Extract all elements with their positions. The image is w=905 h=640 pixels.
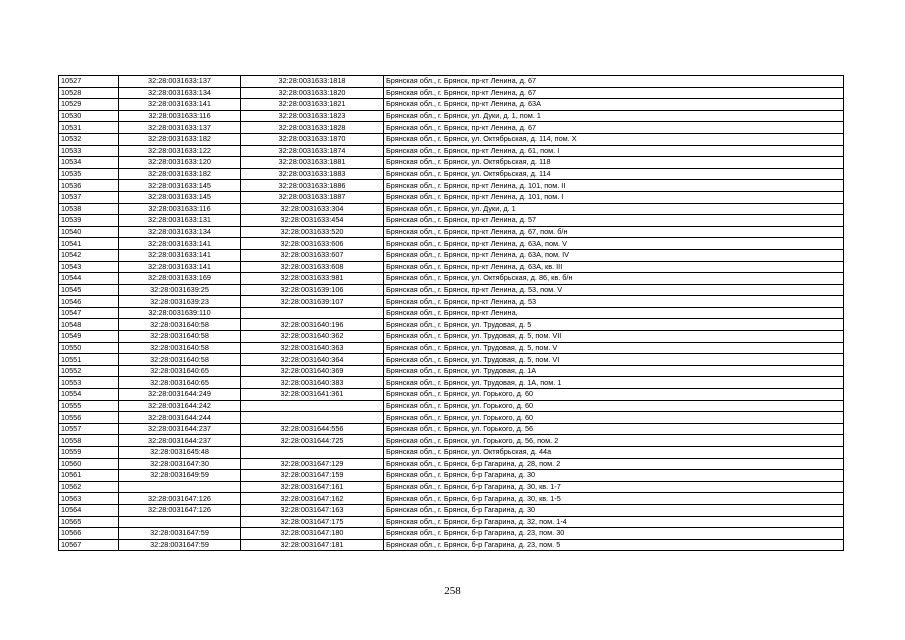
table-row xyxy=(59,447,844,459)
parcel-cadastral-cell: 32:28:0031640:65 xyxy=(119,365,241,377)
address-cell: Брянская обл., г. Брянск, ул. Горького, д. 60 xyxy=(384,389,844,401)
row-number-cell: 10532 xyxy=(59,133,119,145)
address-cell: Брянская обл., г. Брянск, б-р Гагарина, д. 28, пом. 2 xyxy=(384,458,844,470)
table-row xyxy=(59,458,844,470)
address-cell: Брянская обл., г. Брянск, пр-кт Ленина, д. 101, пом. I xyxy=(384,191,844,203)
parcel-cadastral-cell: 32:28:0031649:59 xyxy=(119,470,241,482)
object-cadastral-cell: 32:28:0031647:163 xyxy=(241,504,384,516)
object-cadastral-cell: 32:28:0031644:725 xyxy=(241,435,384,447)
parcel-cadastral-cell: 32:28:0031645:48 xyxy=(119,447,241,459)
row-number-cell: 10545 xyxy=(59,284,119,296)
parcel-cadastral-cell: 32:28:0031633:141 xyxy=(119,238,241,250)
row-number-cell: 10557 xyxy=(59,423,119,435)
address-cell: Брянская обл., г. Брянск, ул. Октябрьская, д. 114 xyxy=(384,168,844,180)
object-cadastral-cell xyxy=(241,400,384,412)
object-cadastral-cell: 32:28:0031633:1874 xyxy=(241,145,384,157)
row-number-cell: 10547 xyxy=(59,307,119,319)
address-cell: Брянская обл., г. Брянск, ул. Горького, д. 60 xyxy=(384,412,844,424)
parcel-cadastral-cell: 32:28:0031647:59 xyxy=(119,528,241,540)
table-row xyxy=(59,307,844,319)
object-cadastral-cell: 32:28:0031647:175 xyxy=(241,516,384,528)
parcel-cadastral-cell: 32:28:0031633:182 xyxy=(119,133,241,145)
address-cell: Брянская обл., г. Брянск, б-р Гагарина, д. 32, пом. 1-4 xyxy=(384,516,844,528)
address-cell: Брянская обл., г. Брянск, ул. Дуки, д. 1 xyxy=(384,203,844,215)
parcel-cadastral-cell: 32:28:0031639:23 xyxy=(119,296,241,308)
row-number-cell: 10559 xyxy=(59,447,119,459)
table-row xyxy=(59,87,844,99)
object-cadastral-cell: 32:28:0031639:106 xyxy=(241,284,384,296)
object-cadastral-cell: 32:28:0031647:129 xyxy=(241,458,384,470)
parcel-cadastral-cell: 32:28:0031633:134 xyxy=(119,87,241,99)
table-row xyxy=(59,226,844,238)
address-cell: Брянская обл., г. Брянск, пр-кт Ленина, д. 67 xyxy=(384,122,844,134)
address-cell: Брянская обл., г. Брянск, ул. Горького, д. 56 xyxy=(384,423,844,435)
address-cell: Брянская обл., г. Брянск, пр-кт Ленина, д. 63А, пом. IV xyxy=(384,249,844,261)
object-cadastral-cell xyxy=(241,307,384,319)
object-cadastral-cell: 32:28:0031633:1823 xyxy=(241,110,384,122)
object-cadastral-cell: 32:28:0031633:1887 xyxy=(241,191,384,203)
table-row xyxy=(59,539,844,551)
object-cadastral-cell: 32:28:0031647:181 xyxy=(241,539,384,551)
parcel-cadastral-cell: 32:28:0031647:126 xyxy=(119,504,241,516)
address-cell: Брянская обл., г. Брянск, пр-кт Ленина, д. 53 xyxy=(384,296,844,308)
address-cell: Брянская обл., г. Брянск, б-р Гагарина, д. 30 xyxy=(384,504,844,516)
address-cell: Брянская обл., г. Брянск, пр-кт Ленина, д. 53, пом. V xyxy=(384,284,844,296)
table-row xyxy=(59,122,844,134)
parcel-cadastral-cell: 32:28:0031633:145 xyxy=(119,191,241,203)
address-cell: Брянская обл., г. Брянск, пр-кт Ленина, д. 101, пом. II xyxy=(384,180,844,192)
parcel-cadastral-cell: 32:28:0031640:58 xyxy=(119,319,241,331)
address-cell: Брянская обл., г. Брянск, ул. Трудовая, д. 1А, пом. 1 xyxy=(384,377,844,389)
row-number-cell: 10560 xyxy=(59,458,119,470)
object-cadastral-cell: 32:28:0031633:1881 xyxy=(241,157,384,169)
table-row xyxy=(59,238,844,250)
address-cell: Брянская обл., г. Брянск, ул. Дуки, д. 1, пом. 1 xyxy=(384,110,844,122)
table-row xyxy=(59,389,844,401)
object-cadastral-cell: 32:28:0031633:520 xyxy=(241,226,384,238)
address-cell: Брянская обл., г. Брянск, пр-кт Ленина, д. 63А, пом. V xyxy=(384,238,844,250)
object-cadastral-cell: 32:28:0031644:556 xyxy=(241,423,384,435)
table-row xyxy=(59,377,844,389)
parcel-cadastral-cell: 32:28:0031633:131 xyxy=(119,215,241,227)
parcel-cadastral-cell: 32:28:0031633:141 xyxy=(119,249,241,261)
row-number-cell: 10535 xyxy=(59,168,119,180)
object-cadastral-cell: 32:28:0031633:1821 xyxy=(241,99,384,111)
object-cadastral-cell xyxy=(241,412,384,424)
address-cell: Брянская обл., г. Брянск, ул. Октябрьская, д. 118 xyxy=(384,157,844,169)
address-cell: Брянская обл., г. Брянск, пр-кт Ленина, д. 63А xyxy=(384,99,844,111)
object-cadastral-cell: 32:28:0031641:361 xyxy=(241,389,384,401)
table-row xyxy=(59,284,844,296)
address-cell: Брянская обл., г. Брянск, б-р Гагарина, д. 23, пом. 30 xyxy=(384,528,844,540)
table-row xyxy=(59,145,844,157)
parcel-cadastral-cell: 32:28:0031644:237 xyxy=(119,423,241,435)
row-number-cell: 10554 xyxy=(59,389,119,401)
object-cadastral-cell: 32:28:0031633:1870 xyxy=(241,133,384,145)
object-cadastral-cell: 32:28:0031647:162 xyxy=(241,493,384,505)
row-number-cell: 10529 xyxy=(59,99,119,111)
parcel-cadastral-cell: 32:28:0031640:58 xyxy=(119,331,241,343)
address-cell: Брянская обл., г. Брянск, пр-кт Ленина, д. 63А, кв. III xyxy=(384,261,844,273)
object-cadastral-cell: 32:28:0031633:607 xyxy=(241,249,384,261)
parcel-cadastral-cell: 32:28:0031633:141 xyxy=(119,99,241,111)
address-cell: Брянская обл., г. Брянск, пр-кт Ленина, д. 67 xyxy=(384,87,844,99)
object-cadastral-cell xyxy=(241,447,384,459)
table-row xyxy=(59,319,844,331)
parcel-cadastral-cell: 32:28:0031640:58 xyxy=(119,354,241,366)
parcel-cadastral-cell xyxy=(119,516,241,528)
table-row xyxy=(59,331,844,343)
row-number-cell: 10533 xyxy=(59,145,119,157)
object-cadastral-cell: 32:28:0031647:159 xyxy=(241,470,384,482)
table-row xyxy=(59,528,844,540)
row-number-cell: 10564 xyxy=(59,504,119,516)
address-cell: Брянская обл., г. Брянск, ул. Трудовая, д. 5, пом. VII xyxy=(384,331,844,343)
table-row xyxy=(59,354,844,366)
address-cell: Брянская обл., г. Брянск, ул. Горького, д. 56, пом. 2 xyxy=(384,435,844,447)
object-cadastral-cell: 32:28:0031633:1820 xyxy=(241,87,384,99)
object-cadastral-cell: 32:28:0031633:1818 xyxy=(241,76,384,88)
table-row xyxy=(59,470,844,482)
table-row xyxy=(59,249,844,261)
row-number-cell: 10552 xyxy=(59,365,119,377)
address-cell: Брянская обл., г. Брянск, ул. Октябрьская, д. 86, кв. б/н xyxy=(384,273,844,285)
parcel-cadastral-cell: 32:28:0031633:145 xyxy=(119,180,241,192)
row-number-cell: 10551 xyxy=(59,354,119,366)
address-cell: Брянская обл., г. Брянск, пр-кт Ленина, д. 67, пом. б/н xyxy=(384,226,844,238)
object-cadastral-cell: 32:28:0031633:606 xyxy=(241,238,384,250)
table-row xyxy=(59,99,844,111)
table-row xyxy=(59,168,844,180)
object-cadastral-cell: 32:28:0031633:608 xyxy=(241,261,384,273)
row-number-cell: 10536 xyxy=(59,180,119,192)
row-number-cell: 10563 xyxy=(59,493,119,505)
table-row xyxy=(59,516,844,528)
parcel-cadastral-cell: 32:28:0031644:237 xyxy=(119,435,241,447)
address-cell: Брянская обл., г. Брянск, б-р Гагарина, д. 30 xyxy=(384,470,844,482)
parcel-cadastral-cell: 32:28:0031640:65 xyxy=(119,377,241,389)
row-number-cell: 10562 xyxy=(59,481,119,493)
row-number-cell: 10550 xyxy=(59,342,119,354)
parcel-cadastral-cell: 32:28:0031633:169 xyxy=(119,273,241,285)
table-row xyxy=(59,481,844,493)
table-row xyxy=(59,273,844,285)
parcel-cadastral-cell: 32:28:0031633:182 xyxy=(119,168,241,180)
object-cadastral-cell: 32:28:0031633:454 xyxy=(241,215,384,227)
parcel-cadastral-cell: 32:28:0031639:25 xyxy=(119,284,241,296)
object-cadastral-cell: 32:28:0031640:196 xyxy=(241,319,384,331)
parcel-cadastral-cell xyxy=(119,481,241,493)
row-number-cell: 10543 xyxy=(59,261,119,273)
object-cadastral-cell: 32:28:0031640:369 xyxy=(241,365,384,377)
address-cell: Брянская обл., г. Брянск, пр-кт Ленина, xyxy=(384,307,844,319)
address-cell: Брянская обл., г. Брянск, ул. Октябрьская, д. 44а xyxy=(384,447,844,459)
parcel-cadastral-cell: 32:28:0031633:122 xyxy=(119,145,241,157)
row-number-cell: 10534 xyxy=(59,157,119,169)
row-number-cell: 10565 xyxy=(59,516,119,528)
row-number-cell: 10530 xyxy=(59,110,119,122)
object-cadastral-cell: 32:28:0031647:161 xyxy=(241,481,384,493)
address-cell: Брянская обл., г. Брянск, ул. Горького, д. 60 xyxy=(384,400,844,412)
address-cell: Брянская обл., г. Брянск, пр-кт Ленина, д. 61, пом. I xyxy=(384,145,844,157)
address-cell: Брянская обл., г. Брянск, ул. Трудовая, д. 5, пом. V xyxy=(384,342,844,354)
table-row xyxy=(59,203,844,215)
address-cell: Брянская обл., г. Брянск, ул. Трудовая, д. 1А xyxy=(384,365,844,377)
parcel-cadastral-cell: 32:28:0031633:120 xyxy=(119,157,241,169)
object-cadastral-cell: 32:28:0031640:383 xyxy=(241,377,384,389)
object-cadastral-cell: 32:28:0031633:981 xyxy=(241,273,384,285)
registry-table xyxy=(58,75,844,551)
row-number-cell: 10540 xyxy=(59,226,119,238)
object-cadastral-cell: 32:28:0031647:180 xyxy=(241,528,384,540)
page-number: 258 xyxy=(444,585,461,597)
table-row xyxy=(59,180,844,192)
table-row xyxy=(59,296,844,308)
row-number-cell: 10542 xyxy=(59,249,119,261)
object-cadastral-cell: 32:28:0031633:1883 xyxy=(241,168,384,180)
table-row xyxy=(59,215,844,227)
parcel-cadastral-cell: 32:28:0031644:244 xyxy=(119,412,241,424)
parcel-cadastral-cell: 32:28:0031640:58 xyxy=(119,342,241,354)
address-cell: Брянская обл., г. Брянск, пр-кт Ленина, д. 67 xyxy=(384,76,844,88)
row-number-cell: 10539 xyxy=(59,215,119,227)
object-cadastral-cell: 32:28:0031640:363 xyxy=(241,342,384,354)
parcel-cadastral-cell: 32:28:0031647:30 xyxy=(119,458,241,470)
parcel-cadastral-cell: 32:28:0031639:110 xyxy=(119,307,241,319)
address-cell: Брянская обл., г. Брянск, б-р Гагарина, д. 30, кв. 1-5 xyxy=(384,493,844,505)
table-row xyxy=(59,412,844,424)
object-cadastral-cell: 32:28:0031640:362 xyxy=(241,331,384,343)
parcel-cadastral-cell: 32:28:0031647:59 xyxy=(119,539,241,551)
parcel-cadastral-cell: 32:28:0031633:141 xyxy=(119,261,241,273)
row-number-cell: 10548 xyxy=(59,319,119,331)
object-cadastral-cell: 32:28:0031640:364 xyxy=(241,354,384,366)
parcel-cadastral-cell: 32:28:0031644:242 xyxy=(119,400,241,412)
row-number-cell: 10538 xyxy=(59,203,119,215)
object-cadastral-cell: 32:28:0031633:1886 xyxy=(241,180,384,192)
table-row xyxy=(59,400,844,412)
table-row xyxy=(59,261,844,273)
row-number-cell: 10544 xyxy=(59,273,119,285)
row-number-cell: 10555 xyxy=(59,400,119,412)
table-row xyxy=(59,435,844,447)
registry-table-body xyxy=(59,76,844,551)
row-number-cell: 10531 xyxy=(59,122,119,134)
object-cadastral-cell: 32:28:0031633:304 xyxy=(241,203,384,215)
parcel-cadastral-cell: 32:28:0031633:134 xyxy=(119,226,241,238)
row-number-cell: 10558 xyxy=(59,435,119,447)
address-cell: Брянская обл., г. Брянск, б-р Гагарина, д. 30, кв. 1-7 xyxy=(384,481,844,493)
table-row xyxy=(59,157,844,169)
parcel-cadastral-cell: 32:28:0031633:116 xyxy=(119,203,241,215)
parcel-cadastral-cell: 32:28:0031633:116 xyxy=(119,110,241,122)
table-row xyxy=(59,365,844,377)
parcel-cadastral-cell: 32:28:0031633:137 xyxy=(119,122,241,134)
address-cell: Брянская обл., г. Брянск, пр-кт Ленина, д. 57 xyxy=(384,215,844,227)
address-cell: Брянская обл., г. Брянск, ул. Октябрьская, д. 114, пом. X xyxy=(384,133,844,145)
table-row xyxy=(59,493,844,505)
address-cell: Брянская обл., г. Брянск, ул. Трудовая, д. 5, пом. VI xyxy=(384,354,844,366)
table-row xyxy=(59,191,844,203)
parcel-cadastral-cell: 32:28:0031644:249 xyxy=(119,389,241,401)
row-number-cell: 10567 xyxy=(59,539,119,551)
object-cadastral-cell: 32:28:0031639:107 xyxy=(241,296,384,308)
row-number-cell: 10556 xyxy=(59,412,119,424)
row-number-cell: 10549 xyxy=(59,331,119,343)
table-row xyxy=(59,110,844,122)
row-number-cell: 10546 xyxy=(59,296,119,308)
address-cell: Брянская обл., г. Брянск, б-р Гагарина, д. 23, пом. 5 xyxy=(384,539,844,551)
row-number-cell: 10541 xyxy=(59,238,119,250)
table-row xyxy=(59,423,844,435)
parcel-cadastral-cell: 32:28:0031633:137 xyxy=(119,76,241,88)
table-row xyxy=(59,133,844,145)
row-number-cell: 10566 xyxy=(59,528,119,540)
table-row xyxy=(59,342,844,354)
object-cadastral-cell: 32:28:0031633:1828 xyxy=(241,122,384,134)
row-number-cell: 10527 xyxy=(59,76,119,88)
parcel-cadastral-cell: 32:28:0031647:126 xyxy=(119,493,241,505)
row-number-cell: 10553 xyxy=(59,377,119,389)
table-row xyxy=(59,504,844,516)
row-number-cell: 10561 xyxy=(59,470,119,482)
row-number-cell: 10537 xyxy=(59,191,119,203)
address-cell: Брянская обл., г. Брянск, ул. Трудовая, д. 5 xyxy=(384,319,844,331)
row-number-cell: 10528 xyxy=(59,87,119,99)
table-row xyxy=(59,76,844,88)
